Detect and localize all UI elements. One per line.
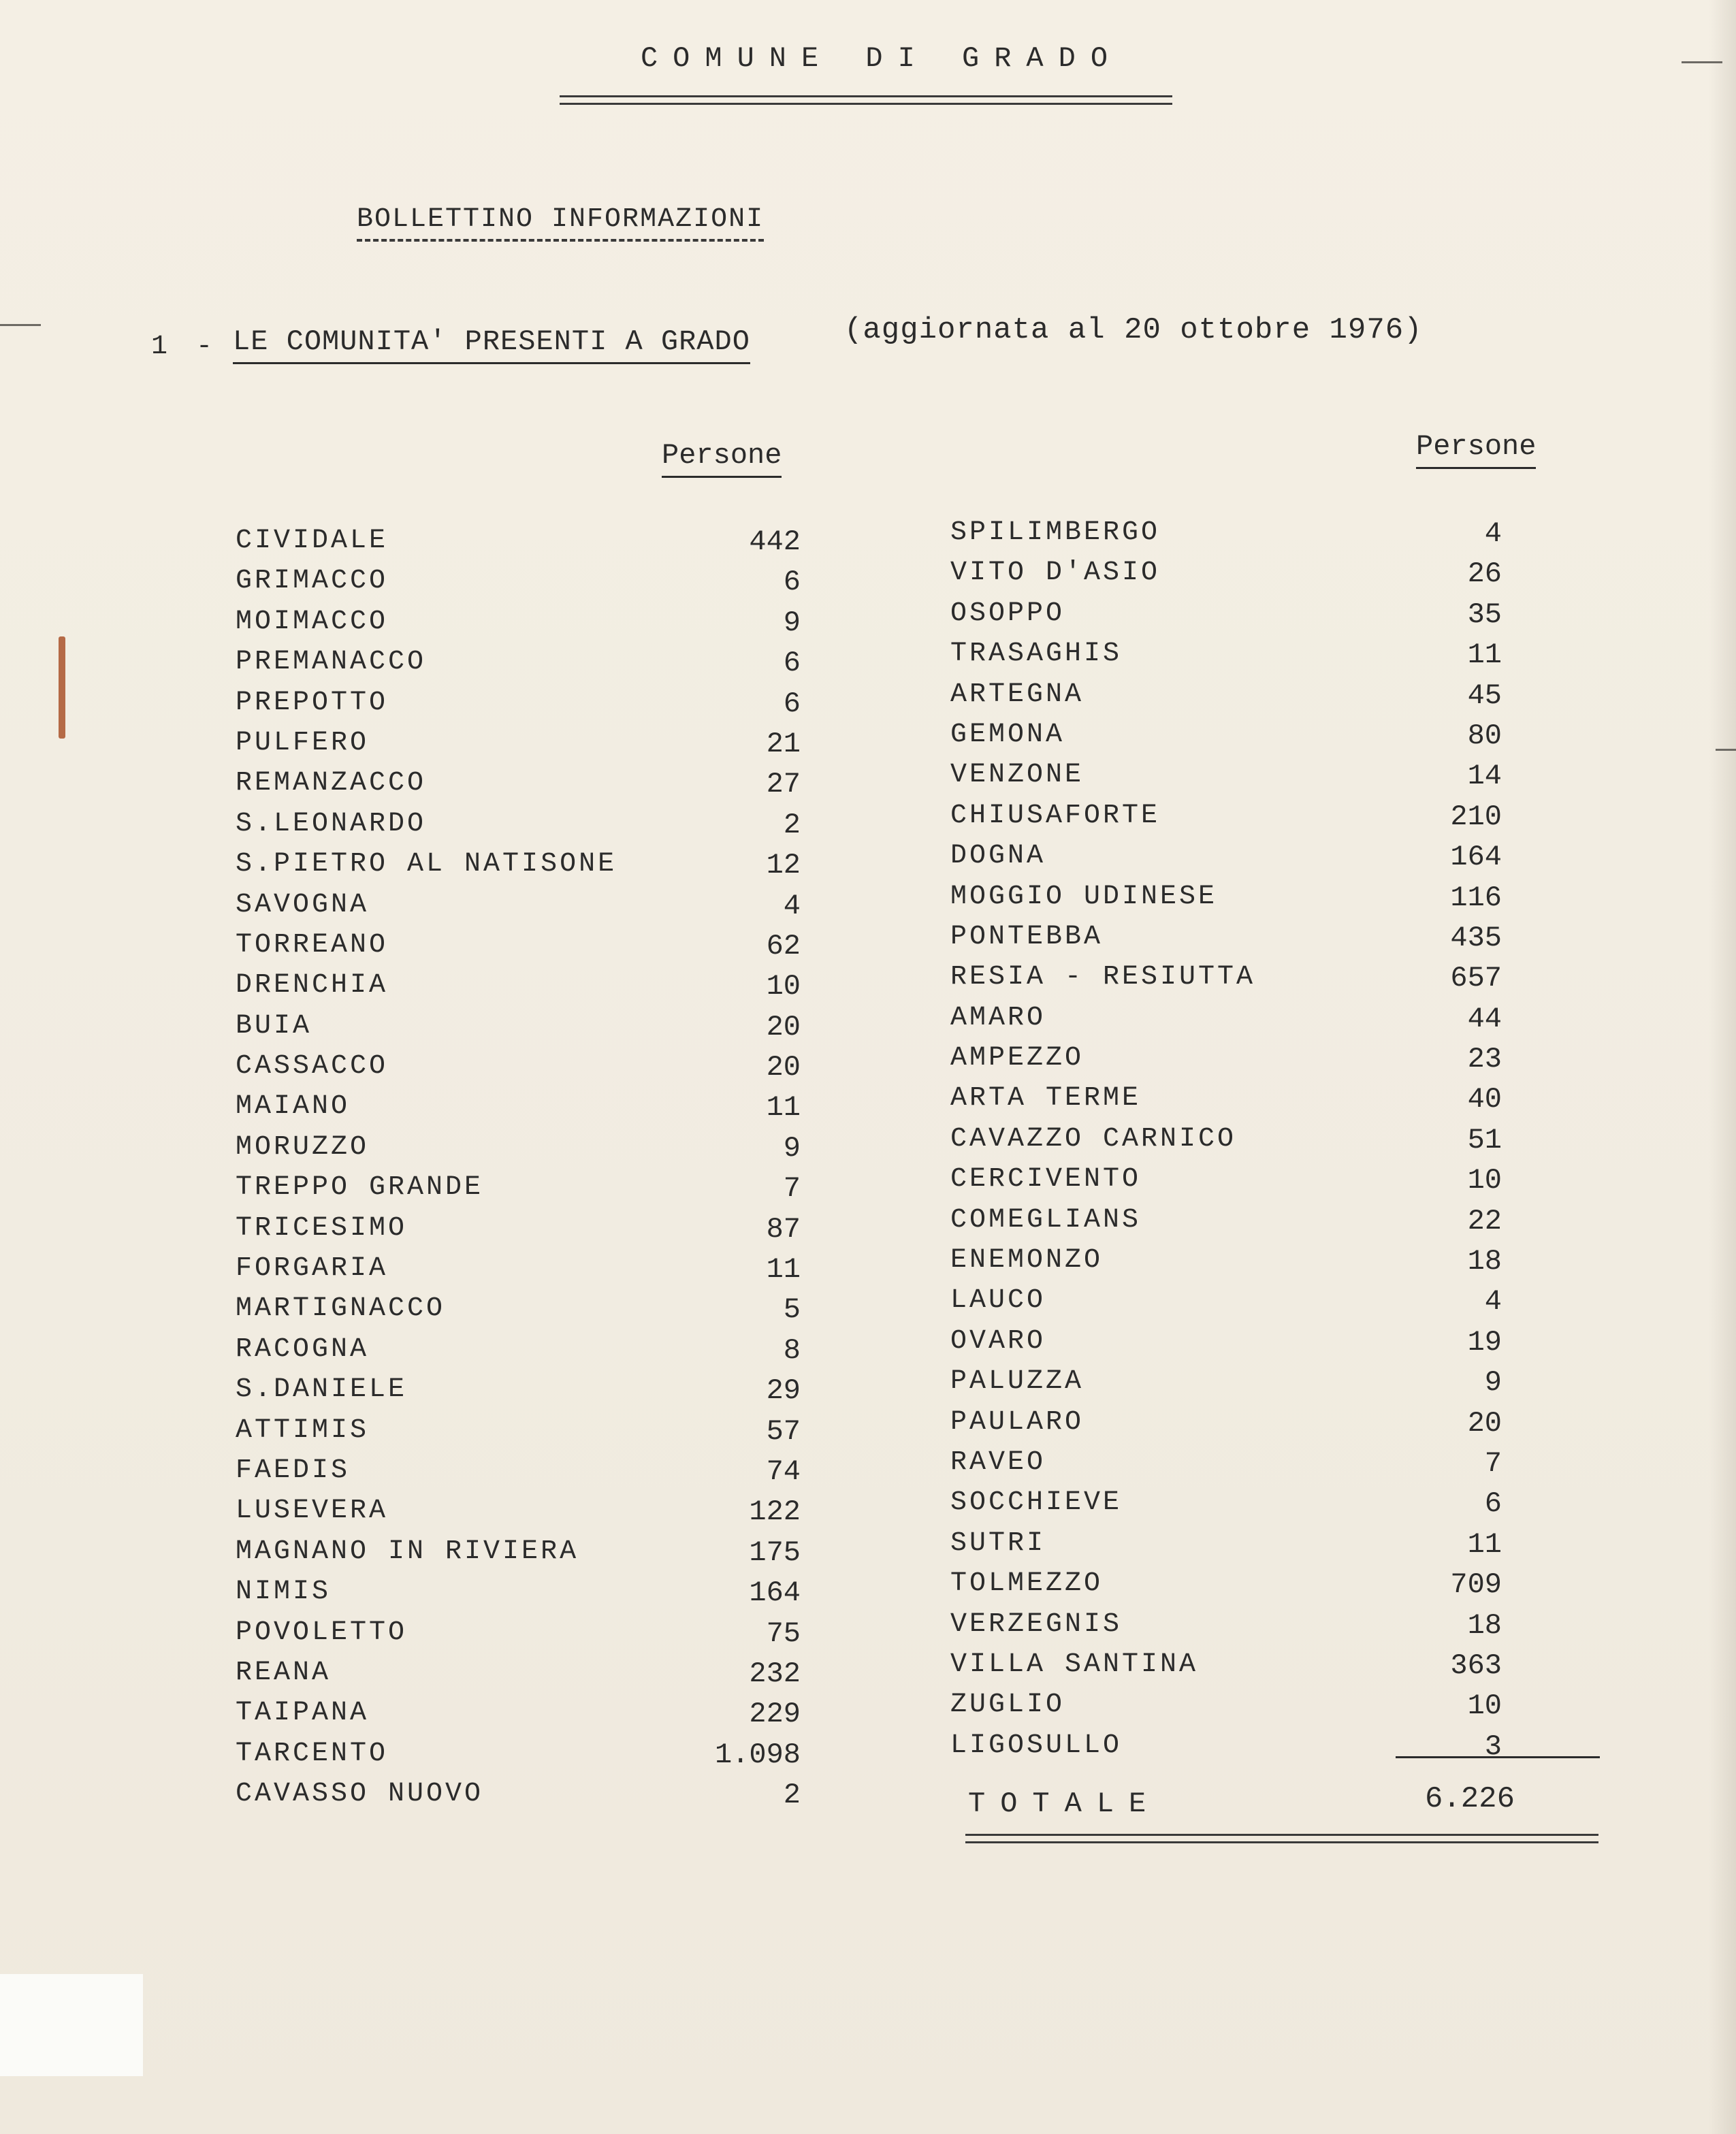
- person-count: 23: [1467, 1043, 1502, 1076]
- community-name: S.PIETRO AL NATISONE: [236, 849, 617, 880]
- table-row: [950, 1568, 1563, 1608]
- community-name: CASSACCO: [236, 1051, 389, 1082]
- community-name: PALUZZA: [950, 1366, 1084, 1397]
- community-name: VITO D'ASIO: [950, 557, 1161, 589]
- table-row: [950, 962, 1563, 1002]
- person-count: 57: [766, 1414, 801, 1448]
- table-row: [236, 809, 848, 849]
- person-count: 11: [1467, 1527, 1502, 1561]
- person-count: 122: [749, 1496, 801, 1529]
- table-row: [236, 1415, 848, 1455]
- community-name: TOLMEZZO: [950, 1568, 1104, 1600]
- table-row: [950, 517, 1563, 557]
- community-name: AMARO: [950, 1002, 1046, 1033]
- table-row: [950, 598, 1563, 638]
- table-row: [950, 1003, 1563, 1043]
- person-count: 20: [1467, 1406, 1502, 1440]
- person-count: 9: [783, 1131, 801, 1165]
- person-count: 229: [749, 1698, 801, 1731]
- community-name: CAVAZZO CARNICO: [950, 1123, 1237, 1154]
- total-double-rule: [965, 1834, 1598, 1843]
- person-count: 4: [1484, 1285, 1502, 1319]
- community-name: CHIUSAFORTE: [950, 800, 1161, 831]
- community-name: NIMIS: [236, 1577, 332, 1608]
- table-row: [950, 841, 1563, 881]
- table-row: [236, 526, 848, 566]
- table-row: [236, 1536, 848, 1577]
- person-count: 7: [1484, 1446, 1502, 1480]
- person-count: 435: [1450, 921, 1502, 954]
- person-count: 4: [1484, 517, 1502, 550]
- table-row: [950, 638, 1563, 679]
- community-name: MARTIGNACCO: [236, 1293, 446, 1325]
- person-count: 210: [1450, 800, 1502, 833]
- person-count: 44: [1467, 1002, 1502, 1035]
- tape-patch: [0, 1974, 143, 2076]
- community-name: ENEMONZO: [950, 1245, 1104, 1276]
- community-name: BUIA: [236, 1010, 312, 1041]
- community-name: PREMANACCO: [236, 647, 427, 678]
- community-name: SAVOGNA: [236, 889, 370, 920]
- person-count: 40: [1467, 1083, 1502, 1116]
- table-row: [236, 1011, 848, 1051]
- table-row: [236, 1293, 848, 1333]
- table-row: [236, 688, 848, 728]
- table-row: [950, 1447, 1563, 1487]
- person-count: 1.098: [714, 1738, 801, 1771]
- table-row: [950, 1690, 1563, 1730]
- page-edge-shadow: [1709, 0, 1736, 2134]
- table-row: [950, 1124, 1563, 1164]
- community-name: TRASAGHIS: [950, 638, 1123, 670]
- person-count: 6: [783, 566, 801, 599]
- person-count: 12: [766, 849, 801, 882]
- column-header-left: Persone: [662, 439, 782, 478]
- person-count: 8: [783, 1333, 801, 1367]
- community-name: REANA: [236, 1657, 332, 1688]
- community-name: ATTIMIS: [236, 1414, 370, 1446]
- person-count: 20: [766, 1010, 801, 1044]
- person-count: 5: [783, 1293, 801, 1327]
- person-count: 75: [766, 1617, 801, 1650]
- person-count: 27: [766, 768, 801, 801]
- table-row: [236, 566, 848, 606]
- section-title: LE COMUNITA' PRESENTI A GRADO: [233, 325, 750, 364]
- person-count: 10: [1467, 1164, 1502, 1197]
- person-count: 18: [1467, 1245, 1502, 1278]
- table-row: [236, 1213, 848, 1253]
- person-count: 2: [783, 1779, 801, 1812]
- table-row: [236, 1617, 848, 1658]
- community-name: AMPEZZO: [950, 1043, 1084, 1074]
- community-name: RAVEO: [950, 1446, 1046, 1478]
- bulletin-title: BOLLETTINO INFORMAZIONI: [357, 204, 764, 242]
- table-row: [950, 1366, 1563, 1406]
- community-name: LUSEVERA: [236, 1496, 389, 1527]
- community-name: LAUCO: [950, 1285, 1046, 1316]
- community-name: VILLA SANTINA: [950, 1649, 1199, 1680]
- community-name: RACOGNA: [236, 1333, 370, 1365]
- table-row: [950, 557, 1563, 598]
- table-row: [950, 1083, 1563, 1123]
- table-row: [950, 1407, 1563, 1447]
- community-name: LIGOSULLO: [950, 1730, 1123, 1761]
- person-count: 11: [766, 1253, 801, 1287]
- left-column-list: [236, 526, 848, 1820]
- person-count: 45: [1467, 679, 1502, 712]
- section-date-note: (aggiornata al 20 ottobre 1976): [844, 313, 1423, 347]
- community-name: CAVASSO NUOVO: [236, 1779, 484, 1810]
- community-name: TARCENTO: [236, 1738, 389, 1769]
- community-name: PREPOTTO: [236, 687, 389, 718]
- table-row: [236, 1698, 848, 1738]
- table-row: [236, 1051, 848, 1091]
- table-row: [236, 1091, 848, 1131]
- community-name: SUTRI: [950, 1527, 1046, 1559]
- community-name: ARTA TERME: [950, 1083, 1142, 1114]
- table-row: [950, 679, 1563, 720]
- community-name: DOGNA: [950, 841, 1046, 872]
- edge-mark: [1716, 749, 1736, 751]
- total-value: 6.226: [1424, 1782, 1515, 1816]
- community-name: CERCIVENTO: [950, 1164, 1142, 1195]
- person-count: 164: [749, 1577, 801, 1610]
- edge-mark: [0, 324, 41, 326]
- table-row: [950, 720, 1563, 760]
- community-name: ARTEGNA: [950, 679, 1084, 710]
- community-name: CIVIDALE: [236, 526, 389, 556]
- person-count: 3: [1484, 1730, 1502, 1763]
- person-count: 11: [1467, 638, 1502, 672]
- sum-rule: [1396, 1756, 1600, 1758]
- table-row: [950, 1730, 1563, 1771]
- person-count: 29: [766, 1374, 801, 1408]
- person-count: 51: [1467, 1123, 1502, 1157]
- community-name: FAEDIS: [236, 1455, 351, 1486]
- table-row: [950, 882, 1563, 922]
- community-name: REMANZACCO: [236, 768, 427, 799]
- community-name: ZUGLIO: [950, 1690, 1065, 1721]
- table-row: [236, 1779, 848, 1819]
- staple-mark: [59, 636, 65, 739]
- table-row: [950, 1609, 1563, 1649]
- person-count: 19: [1467, 1325, 1502, 1359]
- person-count: 175: [749, 1536, 801, 1569]
- table-row: [950, 1649, 1563, 1690]
- community-name: TAIPANA: [236, 1698, 370, 1729]
- community-name: MOGGIO UDINESE: [950, 881, 1218, 912]
- table-row: [236, 1253, 848, 1293]
- table-row: [236, 1739, 848, 1779]
- person-count: 232: [749, 1657, 801, 1690]
- table-row: [950, 1326, 1563, 1366]
- person-count: 14: [1467, 760, 1502, 793]
- table-row: [236, 849, 848, 889]
- person-count: 10: [1467, 1690, 1502, 1723]
- community-name: MORUZZO: [236, 1131, 370, 1163]
- community-name: MAGNANO IN RIVIERA: [236, 1536, 579, 1567]
- table-row: [236, 930, 848, 970]
- table-row: [236, 607, 848, 647]
- table-row: [950, 1528, 1563, 1568]
- person-count: 6: [783, 647, 801, 680]
- community-name: PAULARO: [950, 1406, 1084, 1438]
- right-column-list: [950, 517, 1563, 1771]
- person-count: 11: [766, 1091, 801, 1125]
- community-name: S.DANIELE: [236, 1374, 408, 1406]
- community-name: SOCCHIEVE: [950, 1487, 1123, 1519]
- person-count: 62: [766, 929, 801, 963]
- person-count: 87: [766, 1212, 801, 1246]
- person-count: 363: [1450, 1649, 1502, 1682]
- table-row: [950, 1164, 1563, 1204]
- community-name: TRICESIMO: [236, 1212, 408, 1244]
- community-name: MAIANO: [236, 1091, 351, 1122]
- table-row: [950, 1205, 1563, 1245]
- person-count: 26: [1467, 557, 1502, 591]
- community-name: S.LEONARDO: [236, 808, 427, 839]
- community-name: FORGARIA: [236, 1253, 389, 1284]
- community-name: PULFERO: [236, 727, 370, 758]
- person-count: 164: [1450, 841, 1502, 874]
- table-row: [236, 1577, 848, 1617]
- community-name: GRIMACCO: [236, 566, 389, 597]
- community-name: RESIA - RESIUTTA: [950, 962, 1256, 993]
- community-name: OVARO: [950, 1325, 1046, 1357]
- table-row: [236, 1374, 848, 1414]
- table-row: [236, 1658, 848, 1698]
- table-row: [950, 1487, 1563, 1527]
- person-count: 2: [783, 808, 801, 841]
- community-name: TREPPO GRANDE: [236, 1172, 484, 1203]
- community-name: DRENCHIA: [236, 970, 389, 1001]
- person-count: 9: [783, 606, 801, 639]
- table-row: [950, 801, 1563, 841]
- community-name: TORREANO: [236, 929, 389, 960]
- table-row: [236, 1455, 848, 1496]
- community-name: VERZEGNIS: [950, 1608, 1123, 1640]
- person-count: 21: [766, 727, 801, 760]
- person-count: 116: [1450, 881, 1502, 914]
- community-name: POVOLETTO: [236, 1617, 408, 1648]
- table-row: [236, 647, 848, 687]
- table-row: [236, 768, 848, 808]
- community-name: SPILIMBERGO: [950, 517, 1161, 548]
- table-row: [236, 1496, 848, 1536]
- community-name: VENZONE: [950, 760, 1084, 791]
- person-count: 6: [1484, 1487, 1502, 1521]
- community-name: COMEGLIANS: [950, 1204, 1142, 1235]
- community-name: PONTEBBA: [950, 921, 1104, 952]
- table-row: [236, 1132, 848, 1172]
- person-count: 18: [1467, 1608, 1502, 1642]
- person-count: 7: [783, 1172, 801, 1206]
- table-row: [236, 970, 848, 1010]
- person-count: 442: [749, 526, 801, 558]
- section-number: 1: [151, 332, 168, 362]
- person-count: 4: [783, 889, 801, 922]
- community-name: MOIMACCO: [236, 606, 389, 637]
- table-row: [236, 1172, 848, 1212]
- table-row: [950, 1043, 1563, 1083]
- table-row: [236, 1334, 848, 1374]
- person-count: 74: [766, 1455, 801, 1488]
- person-count: 10: [766, 970, 801, 1003]
- column-header-right: Persone: [1416, 430, 1536, 469]
- person-count: 709: [1450, 1568, 1502, 1602]
- total-label: TOTALE: [968, 1788, 1161, 1820]
- community-name: GEMONA: [950, 719, 1065, 750]
- person-count: 657: [1450, 962, 1502, 995]
- table-row: [950, 760, 1563, 800]
- heading-double-rule: [560, 95, 1172, 105]
- table-row: [950, 1285, 1563, 1325]
- table-row: [236, 890, 848, 930]
- table-row: [950, 922, 1563, 962]
- person-count: 20: [766, 1051, 801, 1084]
- community-name: OSOPPO: [950, 598, 1065, 629]
- person-count: 6: [783, 687, 801, 720]
- section-dash: -: [196, 332, 213, 362]
- table-row: [236, 728, 848, 768]
- person-count: 9: [1484, 1366, 1502, 1400]
- person-count: 35: [1467, 598, 1502, 631]
- person-count: 22: [1467, 1204, 1502, 1238]
- organization-heading: COMUNE DI GRADO: [640, 42, 1123, 75]
- table-row: [950, 1245, 1563, 1285]
- person-count: 80: [1467, 719, 1502, 752]
